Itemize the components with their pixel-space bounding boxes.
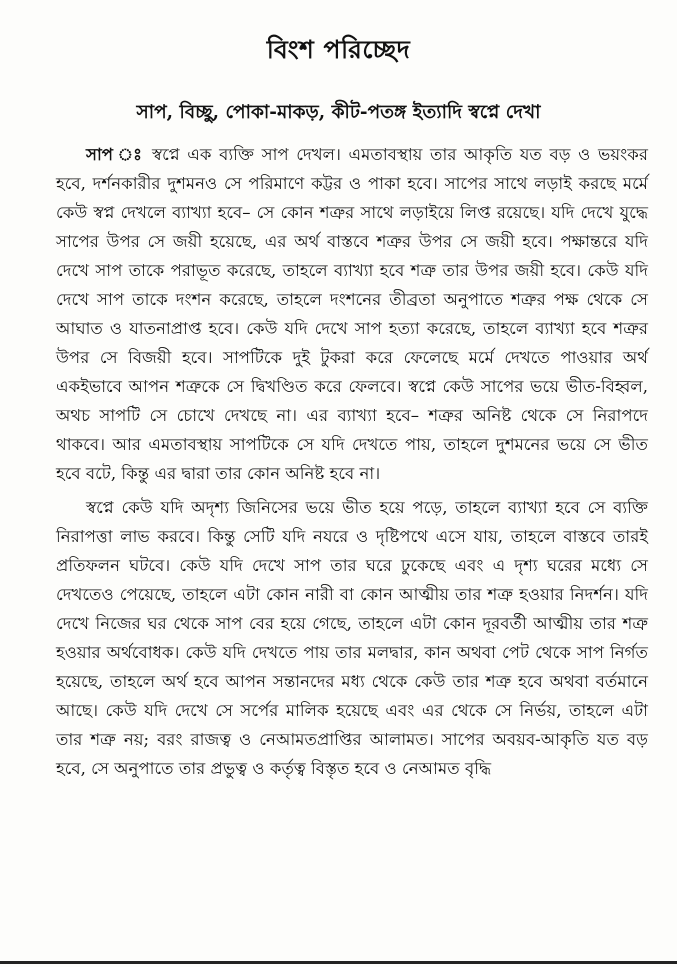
paragraph-text: স্বপ্নে এক ব্যক্তি সাপ দেখল। এমতাবস্থায় তার আকৃতি যত বড় ও ভয়ংকর হবে, দর্শনকারীর দুশমনও সে পরিমাণে কট্টর ও পাকা হবে। সাপের সাথে লড়াই করছে মর্মে কেউ স্বপ্ন দেখলে ব্যাখ্যা হবে– সে কোন শত্রুর সাথে লড়াইয়ে লিপ্ত রয়েছে। যদি দেখে যুদ্ধে সাপের উপর সে জয়ী হয়েছে, এর অর্থ বাস্তবে শত্রুর উপর সে জয়ী হবে। পক্ষান্তরে যদি দেখে সাপ তাকে পরাভূত করেছে, তাহলে ব্যাখ্যা হবে শত্রু তার উপর জয়ী হবে। কেউ যদি দেখে সাপ তাকে দংশন করেছে, তাহলে দংশনের তীব্রতা অনুপাতে শত্রুর পক্ষ থেকে সে আঘাত ও যাতনাপ্রাপ্ত হবে। কেউ যদি দেখে সাপ হত্যা করেছে, তাহলে ব্যাখ্যা হবে শত্রুর উপর সে বিজয়ী হবে। সাপটিকে দুই টুকরা করে ফেলেছে মর্মে দেখতে পাওয়ার অর্থ একইভাবে আপন শত্রুকে সে দ্বিখণ্ডিত করে ফেলবে। স্বপ্নে কেউ সাপের ভয়ে ভীত-বিহ্বল, অথচ সাপটি সে চোখে দেখছে না। এর ব্যাখ্যা হবে– শত্রুর অনিষ্ট থেকে সে নিরাপদে থাকবে। আর এমতাবস্থায় সাপটিকে সে যদি দেখতে পায়, তাহলে দুশমনের ভয়ে সে ভীত হবে বটে, কিন্তু এর দ্বারা তার কোন অনিষ্ট হবে না।: [56, 145, 648, 483]
section-heading: সাপ, বিচ্ছু, পোকা-মাকড়, কীট-পতঙ্গ ইত্যাদি স্বপ্নে দেখা: [136, 102, 541, 123]
chapter-title: বিংশ পরিচ্ছেদ: [266, 35, 411, 64]
paragraph-invisible-fear: [56, 493, 648, 783]
page-bottom-rule: [0, 961, 677, 964]
paragraph-lead-term: সাপ ঃ: [86, 144, 145, 164]
paragraph-text: স্বপ্নে কেউ যদি অদৃশ্য জিনিসের ভয়ে ভীত হয়ে পড়ে, তাহলে ব্যাখ্যা হবে সে ব্যক্তি নিরাপত্তা লাভ করবে। কিন্তু সেটি যদি নযরে ও দৃষ্টিপথে এসে যায়, তাহলে বাস্তবে তারই প্রতিফলন ঘটবে। কেউ যদি দেখে সাপ তার ঘরে ঢুকেছে এবং এ দৃশ্য ঘরের মধ্যে সে দেখতেও পেয়েছে, তাহলে এটা কোন নারী বা কোন আত্মীয় তার শত্রু হওয়ার নিদর্শন। যদি দেখে নিজের ঘর থেকে সাপ বের হয়ে গেছে, তাহলে এটা কোন দূরবর্তী আত্মীয় তার শত্রু হওয়ার অর্থবোধক। কেউ যদি দেখতে পায় তার মলদ্বার, কান অথবা পেট থেকে সাপ নির্গত হয়েছে, তাহলে অর্থ হবে আপন সন্তানদের মধ্য থেকে কেউ তার শত্রু হবে অথবা বর্তমানে আছে। কেউ যদি দেখে সে সর্পের মালিক হয়েছে এবং এর থেকে সে নির্ভয়, তাহলে এটা তার শত্রু নয়; বরং রাজত্ব ও নেআমতপ্রাপ্তির আলামত। সাপের অবয়ব-আকৃতি যত বড় হবে, সে অনুপাতে তার প্রভুত্ব ও কর্তৃত্ব বিস্তৃত হবে ও নেআমত বৃদ্ধি: [56, 498, 648, 778]
paragraph-snake: [56, 140, 648, 488]
body-text: [56, 140, 648, 783]
